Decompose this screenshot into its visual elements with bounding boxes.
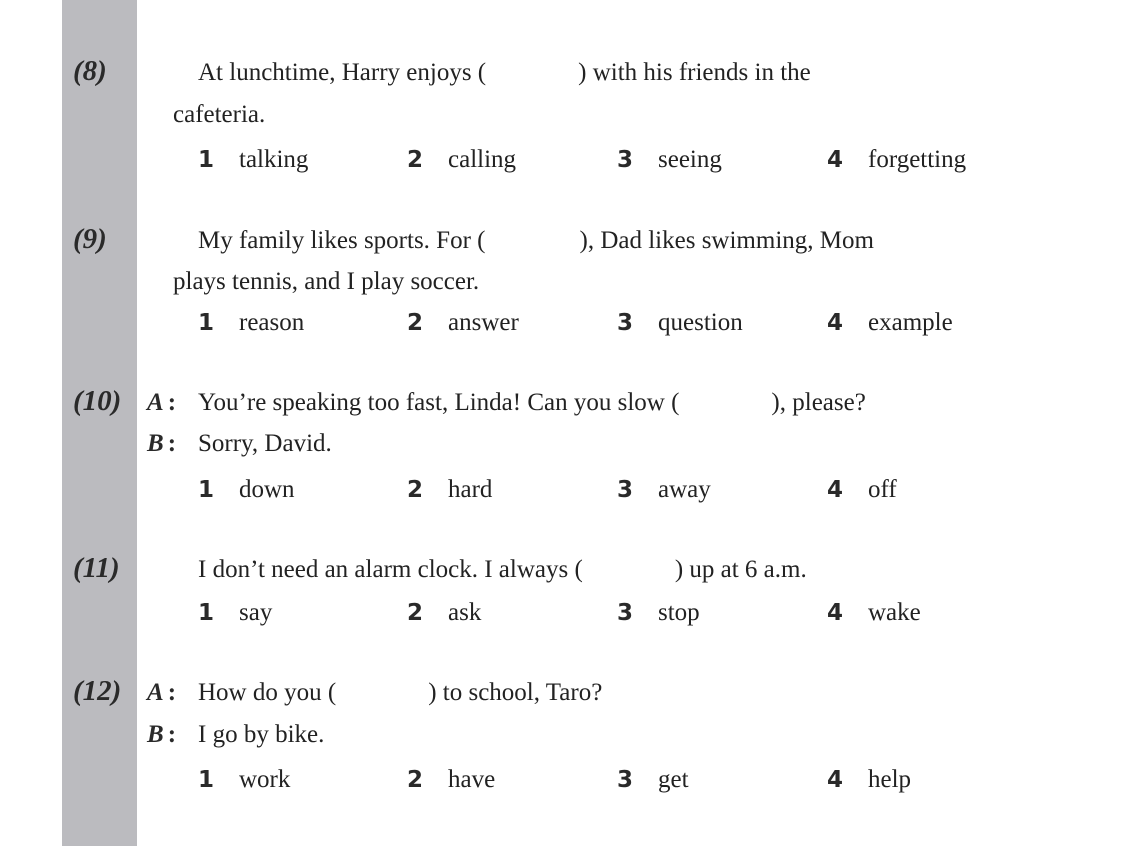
answer-option-4[interactable]: 4 help — [827, 766, 912, 793]
question-number: (12) — [73, 675, 122, 707]
answer-option-3[interactable]: 3 seeing — [617, 146, 722, 173]
answer-option-3[interactable]: 3 away — [617, 476, 711, 503]
question-number: (8) — [73, 55, 107, 87]
answer-option-2[interactable]: 2 answer — [407, 309, 519, 336]
answer-option-3[interactable]: 3 stop — [617, 599, 700, 626]
answer-option-1[interactable]: 1 down — [198, 476, 295, 503]
answer-option-2[interactable]: 2 calling — [407, 146, 517, 173]
answer-option-2[interactable]: 2 have — [407, 766, 496, 793]
answer-option-1[interactable]: 1 say — [198, 599, 273, 626]
speaker-b-label: B : — [147, 430, 177, 457]
question-text-line: I don’t need an alarm clock. I always ( ) up at 6 a.m. — [198, 556, 807, 583]
question-number: (10) — [73, 385, 122, 417]
answer-option-1[interactable]: 1 work — [198, 766, 291, 793]
answer-option-4[interactable]: 4 forgetting — [827, 146, 967, 173]
dialogue-line-a: You’re speaking too fast, Linda! Can you slow ( ), please? — [198, 389, 866, 416]
speaker-b-label: B : — [147, 721, 177, 748]
answer-option-3[interactable]: 3 question — [617, 309, 743, 336]
speaker-a-label: A : — [147, 389, 177, 416]
speaker-a-label: A : — [147, 679, 177, 706]
dialogue-line-b: I go by bike. — [198, 721, 325, 748]
question-number: (11) — [73, 552, 120, 584]
answer-option-4[interactable]: 4 off — [827, 476, 897, 503]
answer-option-4[interactable]: 4 example — [827, 309, 953, 336]
question-text-line: At lunchtime, Harry enjoys ( ) with his friends in the — [198, 59, 811, 86]
question-text-line: cafeteria. — [173, 101, 266, 128]
answer-option-3[interactable]: 3 get — [617, 766, 689, 793]
answer-option-2[interactable]: 2 hard — [407, 476, 493, 503]
answer-option-1[interactable]: 1 talking — [198, 146, 309, 173]
question-text-line: plays tennis, and I play soccer. — [173, 268, 480, 295]
question-number: (9) — [73, 223, 107, 255]
answer-option-2[interactable]: 2 ask — [407, 599, 482, 626]
question-number-gutter — [62, 0, 137, 846]
answer-option-1[interactable]: 1 reason — [198, 309, 305, 336]
dialogue-line-a: How do you ( ) to school, Taro? — [198, 679, 603, 706]
dialogue-line-b: Sorry, David. — [198, 430, 332, 457]
question-text-line: My family likes sports. For ( ), Dad likes swimming, Mom — [198, 227, 874, 254]
answer-option-4[interactable]: 4 wake — [827, 599, 921, 626]
